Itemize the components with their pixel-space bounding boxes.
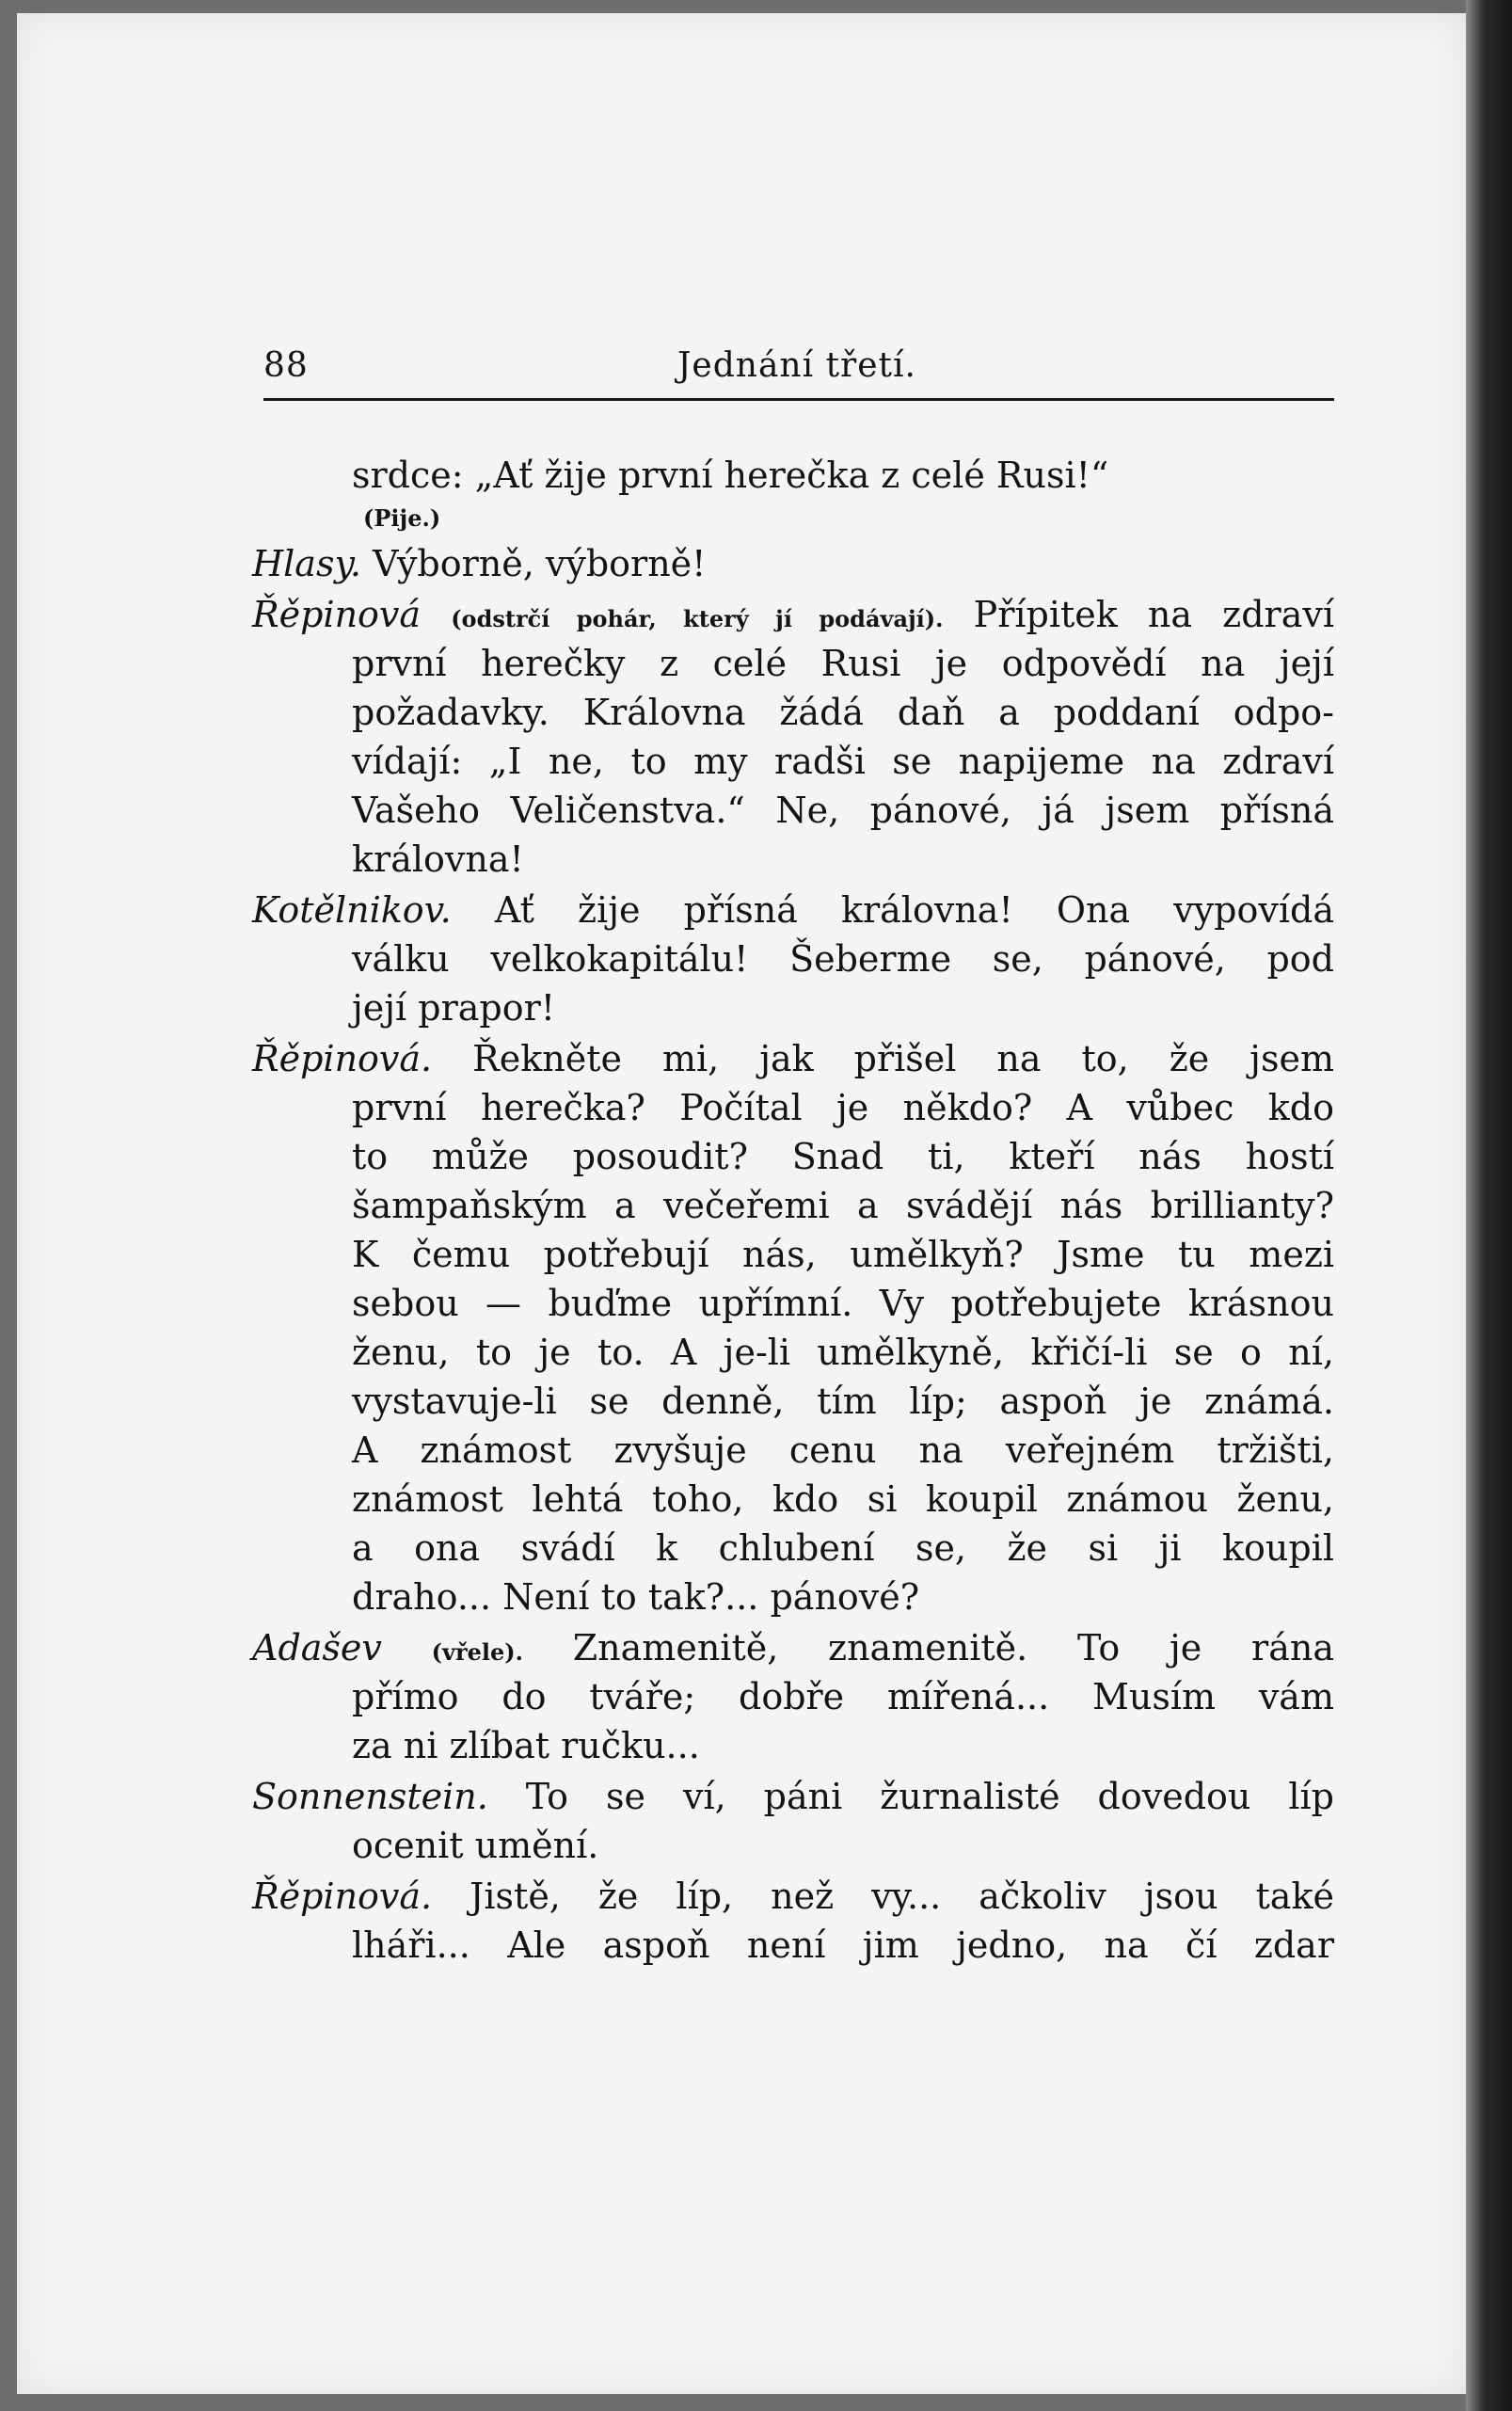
speech-continuation <box>252 451 1334 537</box>
stage-direction: (odstrčí pohár, který jí podávají). <box>451 605 944 632</box>
text-line: A známost zvyšuje cenu na veřejném tržišti, <box>352 1429 1334 1471</box>
text-line <box>252 1623 1334 1672</box>
speaker-name: Sonnenstein. <box>252 1776 488 1817</box>
speaker-name: Řěpinová. <box>252 1876 433 1917</box>
line-text: Ať žije přísná královna! Ona vypovídá <box>494 889 1334 931</box>
speaker-name: Adašev <box>252 1627 382 1669</box>
text-line: za ni zlíbat ručku... <box>352 1725 700 1766</box>
text-block <box>252 451 1334 1972</box>
book-page <box>17 13 1466 2394</box>
line-text: Jistě, že líp, než vy... ačkoliv jsou také <box>470 1876 1334 1917</box>
text-line: první herečky z celé Rusi je odpovědí na její <box>352 643 1334 684</box>
line-text: Výborně, výborně! <box>373 543 707 584</box>
text-line: srdce: „Ať žije první herečka z celé Rusi!“ <box>352 455 1109 496</box>
text-line: vystavuje-li se denně, tím líp; aspoň je známá. <box>352 1381 1334 1422</box>
book-spine-shadow <box>1466 0 1512 2411</box>
speech-repinova-1 <box>252 590 1334 884</box>
text-line <box>252 539 1334 588</box>
line-text: To se ví, páni žurnalisté dovedou líp <box>525 1776 1334 1817</box>
page-number: 88 <box>263 346 309 385</box>
stage-direction: (vřele). <box>431 1638 523 1666</box>
text-line: ocenit umění. <box>352 1825 599 1866</box>
speech-sonnenstein <box>252 1772 1334 1870</box>
text-line <box>252 1772 1334 1821</box>
text-line: přímo do tváře; dobře mířená... Musím vám <box>352 1676 1334 1717</box>
line-text: Řekněte mi, jak přišel na to, že jsem <box>472 1038 1334 1079</box>
speech-repinova-2 <box>252 1034 1334 1621</box>
text-line: to může posoudit? Snad ti, kteří nás hostí <box>352 1136 1334 1177</box>
text-line: válku velkokapitálu! Šeberme se, pánové, pod <box>352 938 1334 980</box>
text-line: lháři... Ale aspoň není jim jedno, na čí zdar <box>352 1924 1334 1966</box>
text-line: sebou — buďme upřímní. Vy potřebujete krásnou <box>352 1283 1334 1324</box>
text-line: a ona svádí k chlubení se, že si ji koupil <box>352 1527 1334 1569</box>
speech-adasev <box>252 1623 1334 1770</box>
line-text: Přípitek na zdraví <box>973 594 1334 635</box>
speaker-name: Kotělnikov. <box>252 889 452 931</box>
text-line: K čemu potřebují nás, umělkyň? Jsme tu mezi <box>352 1234 1334 1275</box>
text-line <box>252 1872 1334 1921</box>
text-line: draho... Není to tak?... pánové? <box>352 1576 920 1618</box>
text-line <box>252 590 1334 639</box>
line-text: Znamenitě, znamenitě. To je rána <box>572 1627 1334 1669</box>
speaker-name: Řěpinová <box>252 594 422 635</box>
text-line: ženu, to je to. A je-li umělkyně, křičí-li se o ní, <box>352 1332 1334 1373</box>
speaker-name: Hlasy. <box>252 543 361 584</box>
text-line: známost lehtá toho, kdo si koupil známou ženu, <box>352 1478 1334 1520</box>
text-line: její prapor! <box>352 987 556 1029</box>
text-line: královna! <box>352 838 524 880</box>
text-line: šampaňským a večeřemi a svádějí nás brillianty? <box>352 1185 1334 1226</box>
speech-hlasy <box>252 539 1334 588</box>
text-line: požadavky. Královna žádá daň a poddaní odpo- <box>352 692 1334 733</box>
running-head <box>263 338 1334 394</box>
text-line <box>252 886 1334 934</box>
speaker-name: Řěpinová. <box>252 1038 433 1079</box>
text-line: první herečka? Počítal je někdo? A vůbec kdo <box>352 1087 1334 1128</box>
speech-repinova-3 <box>252 1872 1334 1970</box>
text-line <box>252 1034 1334 1083</box>
stage-direction: (Pije.) <box>363 504 441 532</box>
text-line: Vašeho Veličenstva.“ Ne, pánové, já jsem přísná <box>352 790 1334 831</box>
text-line: vídají: „I ne, to my radši se napijeme na zdraví <box>352 741 1334 782</box>
running-title: Jednání třetí. <box>677 346 916 385</box>
header-rule <box>263 398 1334 401</box>
speech-kotelnikov <box>252 886 1334 1032</box>
